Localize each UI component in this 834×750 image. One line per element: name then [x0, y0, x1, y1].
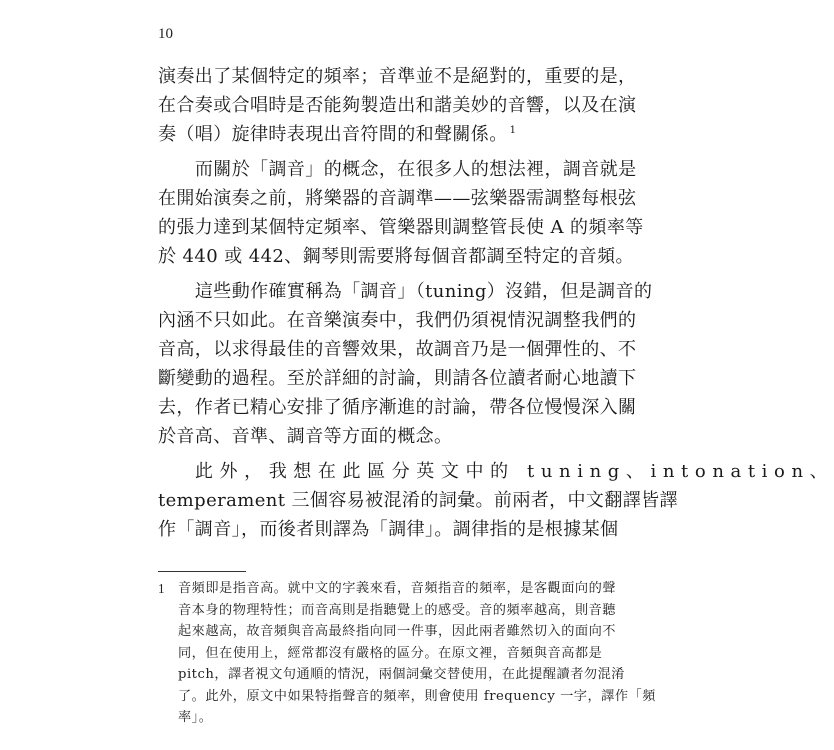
paragraph-4	[158, 457, 834, 544]
text-line: 於音高、音準、調音等方面的概念。	[158, 426, 453, 447]
footnote-line: 音頻即是指音高。就中文的字義來看，音頻指音的頻率，是客觀面向的聲	[178, 581, 616, 596]
text-line: 去，作者已精心安排了循序漸進的討論，帶各位慢慢深入關	[158, 397, 637, 418]
text-line: 於 440 或 442、鋼琴則需要將每個音都調至特定的音頻。	[158, 246, 634, 267]
footnote-reference[interactable]: 1	[509, 125, 517, 136]
text-line: temperament 三個容易被混淆的詞彙。前兩者，中文翻譯皆譯	[158, 490, 678, 511]
text-line: 這些動作確實稱為「調音」（tuning）沒錯，但是調音的	[194, 281, 653, 302]
footnote-line: pitch，譯者視文句通順的情況，兩個詞彙交替使用，在此提醒讀者勿混淆	[178, 667, 625, 682]
text-line: 演奏出了某個特定的頻率；音準並不是絕對的，重要的是，	[158, 66, 637, 87]
text-line-content: 奏（唱）旋律時表現出音符間的和聲關係。	[158, 124, 508, 145]
footnote-line: 起來越高，故音頻與音高最終指向同一件事，因此兩者雖然切入的面向不	[178, 624, 616, 639]
footnote-line: 同，但在使用上，經常都沒有嚴格的區分。在原文裡，音頻與音高都是	[178, 645, 603, 661]
text-line: 內涵不只如此。在音樂演奏中，我們仍須視情況調整我們的	[158, 310, 637, 331]
text-line: 此外，我想在此區分英文中的 tuning、intonation、	[194, 461, 834, 482]
footnote-number: 1	[158, 581, 166, 596]
text-line: 斷變動的過程。至於詳細的討論，則請各位讀者耐心地讀下	[158, 368, 637, 389]
text-line: 而關於「調音」的概念，在很多人的想法裡，調音就是	[194, 159, 637, 180]
text-line	[158, 120, 598, 149]
text-line: 在開始演奏之前，將樂器的音調準——弦樂器需調整每根弦	[158, 188, 637, 209]
footnote-line: 音本身的物理特性；而音高則是指聽覺上的感受。音的頻率越高，則音聽	[178, 602, 616, 618]
footnote-line: 了。此外，原文中如果特指聲音的頻率，則會使用 frequency 一字，譯作「頻	[178, 688, 656, 704]
text-line: 作「調音」，而後者則譯為「調律」。調律指的是根據某個	[158, 519, 619, 540]
footnote-divider	[158, 571, 246, 572]
paragraph-2	[158, 155, 644, 271]
footnote-text	[178, 578, 656, 729]
main-text	[158, 62, 834, 544]
text-line: 的張力達到某個特定頻率、管樂器則調整管長使 A 的頻率等	[158, 217, 644, 238]
text-line: 音高，以求得最佳的音響效果，故調音乃是一個彈性的、不	[158, 339, 637, 360]
paragraph-1	[158, 62, 637, 149]
page-number: 10	[158, 26, 173, 42]
footnote-line: 率」。	[178, 710, 213, 725]
text-line: 在合奏或合唱時是否能夠製造出和諧美妙的音響，以及在演	[158, 95, 637, 116]
paragraph-3	[158, 277, 653, 451]
